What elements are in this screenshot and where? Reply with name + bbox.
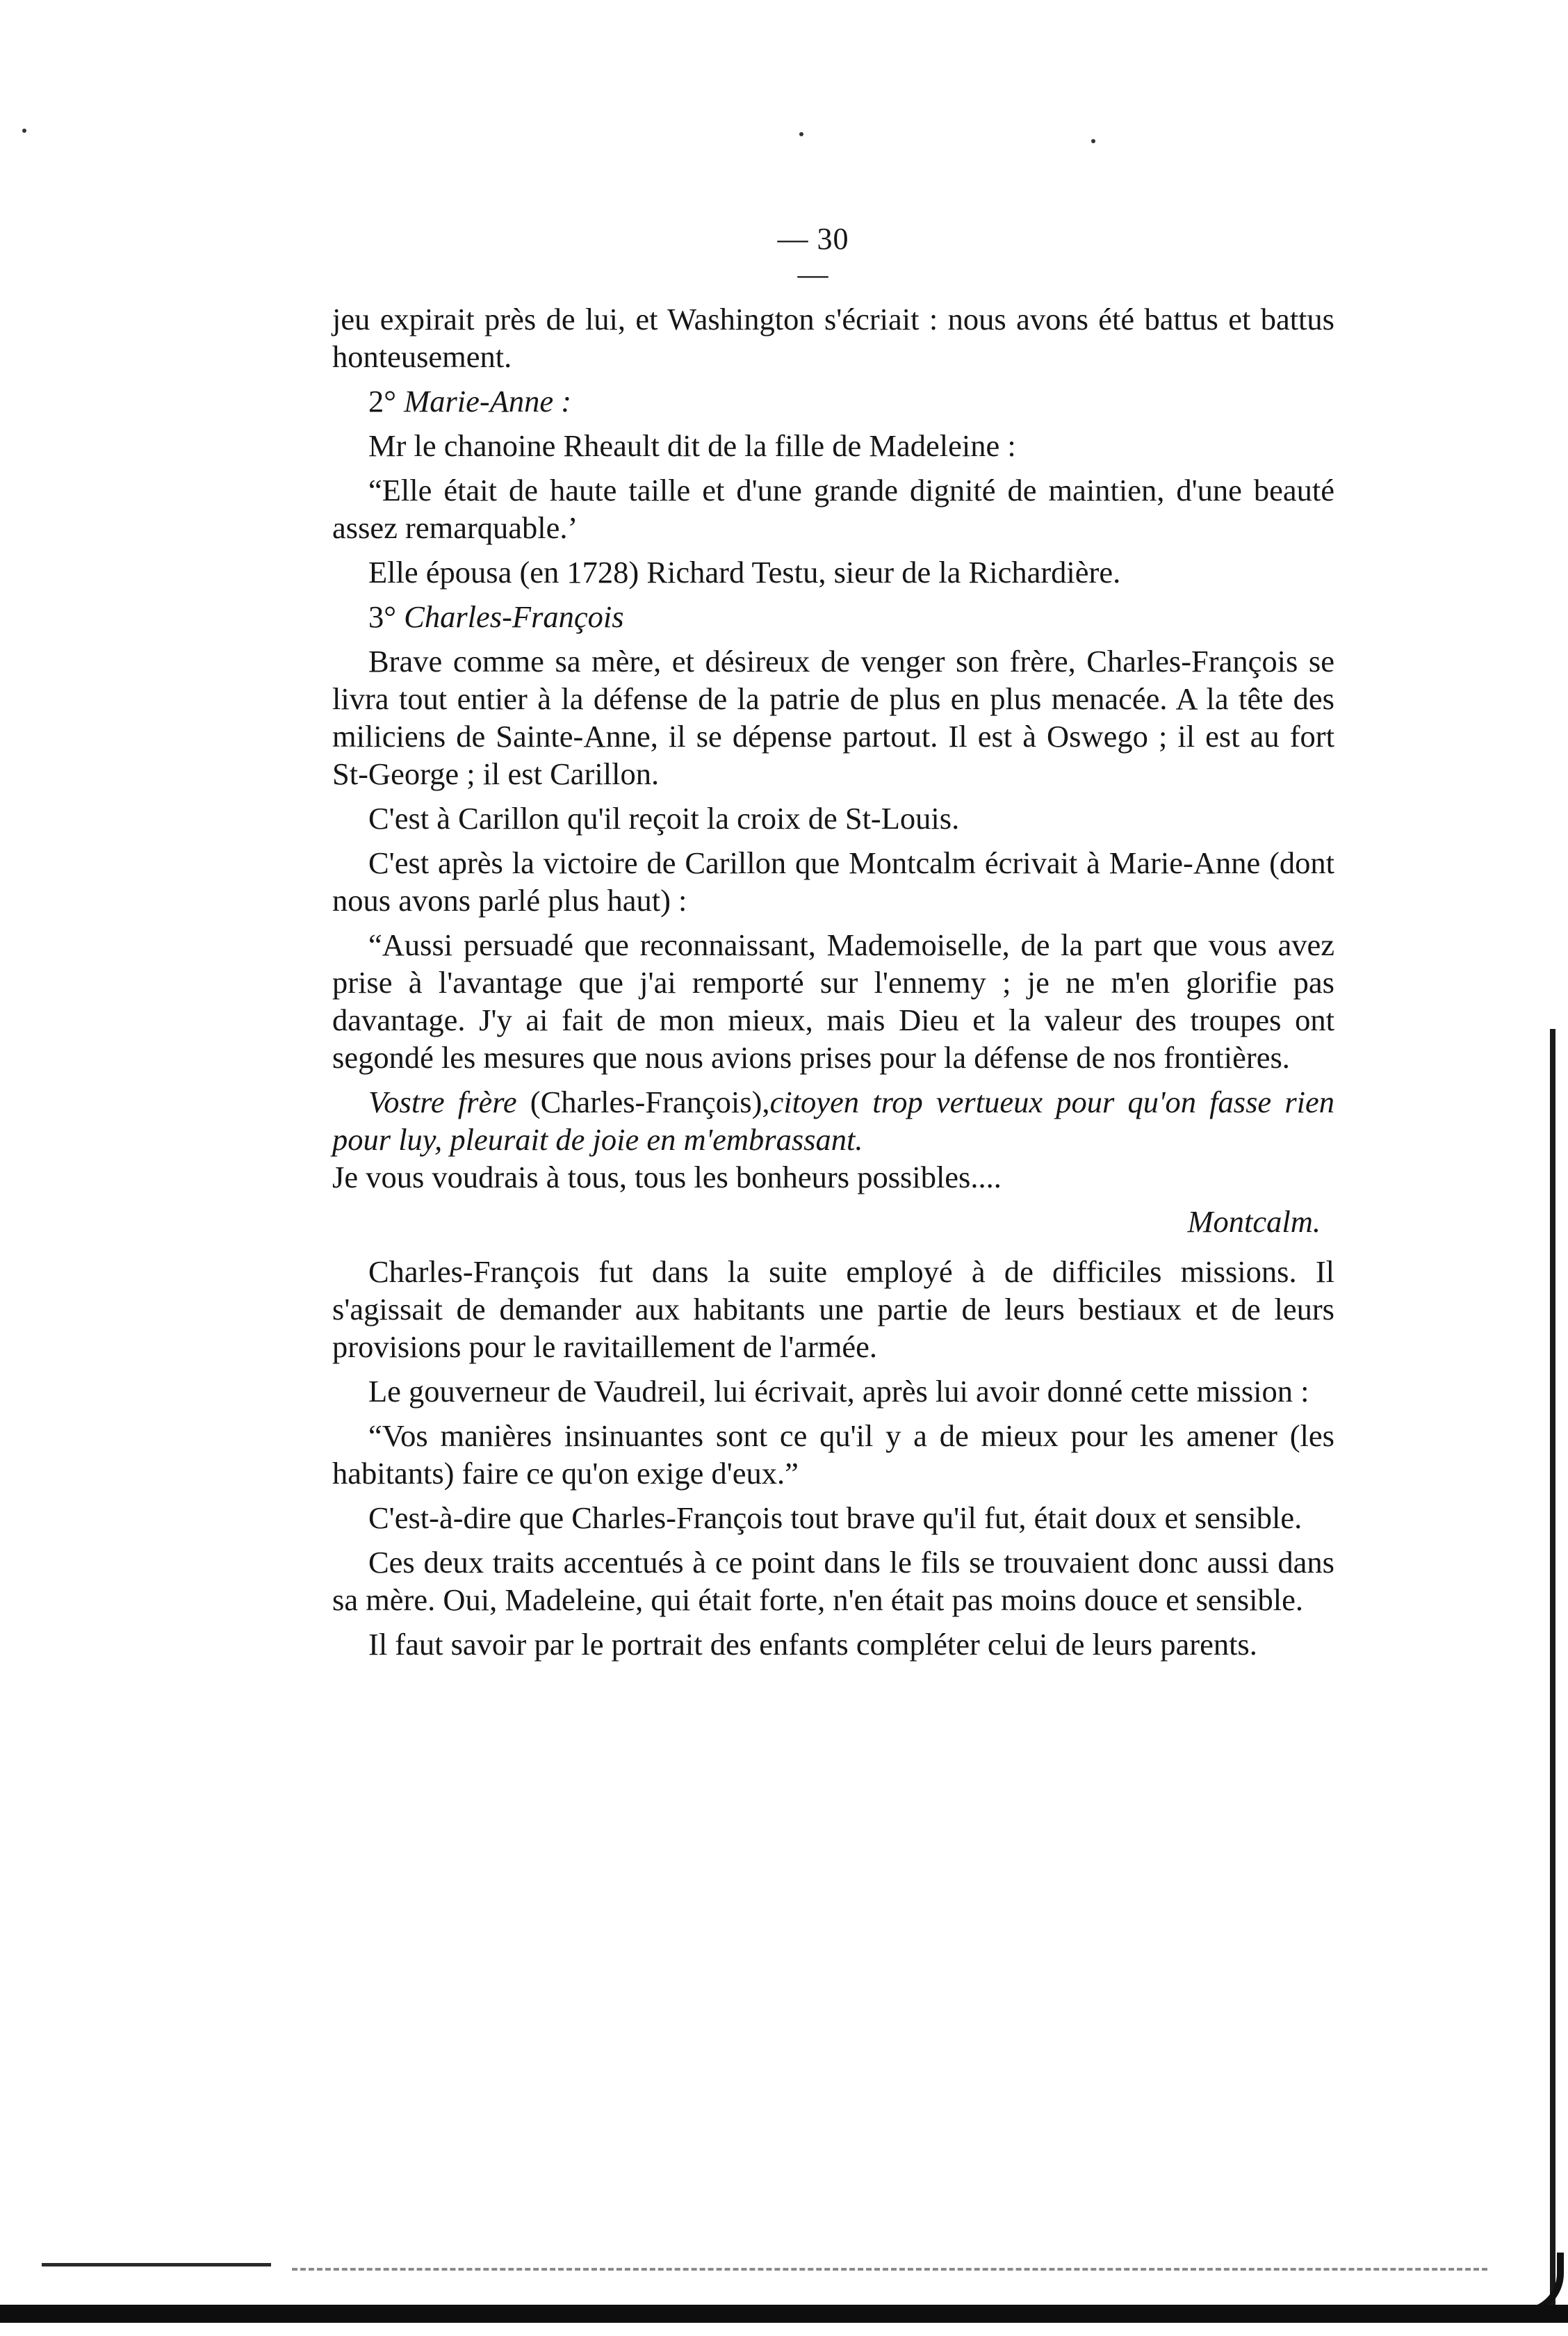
paragraph: Charles-François fut dans la suite employé à de difficiles missions. Il s'agissait de demander aux habitants une partie de leurs bestiaux et de leurs provisions pour le ravitaillement de l'armée. [332, 1254, 1334, 1364]
heading-name: Charles-François [404, 599, 624, 634]
paragraph: Le gouverneur de Vaudreil, lui écrivait, après lui avoir donné cette mission : [368, 1374, 1309, 1409]
paragraph: jeu expirait près de lui, et Washington s'écriait : nous avons été battus et battus honteusement. [332, 302, 1334, 374]
plain-text: (Charles-François), [516, 1085, 770, 1119]
paragraph: Ces deux traits accentués à ce point dans le fils se trouvaient donc aussi dans sa mère. Oui, Madeleine, qui était forte, n'en était pas moins douce et sensible. [332, 1545, 1334, 1617]
quote-paragraph: “Vos manières insinuantes sont ce qu'il y a de mieux pour les amener (les habitants) faire ce qu'on exige d'eux.” [332, 1418, 1334, 1491]
paragraph: Mr le chanoine Rheault dit de la fille de Madeleine : [368, 428, 1016, 463]
scan-speck [1091, 139, 1095, 143]
italic-text: citoyen trop vertueux pour qu'on fasse rien pour luy, pleurait de joie en m'embrassant. [332, 1085, 1334, 1157]
heading-name: Marie-Anne : [404, 384, 572, 419]
heading-number: 2° [368, 384, 397, 419]
section-heading-marie-anne [332, 382, 1334, 420]
quote-paragraph: “Elle était de haute taille et d'une grande dignité de maintien, d'une beauté assez remarquable.’ [332, 473, 1334, 545]
page-edge-shadow [1550, 1029, 1555, 2308]
paragraph: C'est-à-dire que Charles-François tout brave qu'il fut, était doux et sensible. [368, 1500, 1302, 1535]
page-number: — 30 — [777, 222, 849, 291]
paragraph: C'est après la victoire de Carillon que Montcalm écrivait à Marie-Anne (dont nous avons parlé plus haut) : [332, 845, 1334, 918]
scan-speck [799, 132, 803, 136]
paragraph: Brave comme sa mère, et désireux de venger son frère, Charles-François se livra tout entier à la défense de la patrie de plus en plus menacée. A la tête des miliciens de Sainte-Anne, il se dépense partout. Il est à Oswego ; il est au fort St-George ; il est Carillon. [332, 644, 1334, 791]
italic-text: Vostre frère [368, 1085, 517, 1119]
paragraph: Elle épousa (en 1728) Richard Testu, sieur de la Richardière. [368, 555, 1121, 590]
paragraph: Il faut savoir par le portrait des enfants compléter celui de leurs parents. [368, 1627, 1257, 1662]
section-heading-charles-francois [332, 598, 1334, 635]
signature: Montcalm. [1187, 1204, 1321, 1239]
closing-line: Je vous voudrais à tous, tous les bonheurs possibles.... [332, 1160, 1002, 1194]
scan-speck [22, 129, 26, 133]
heading-number: 3° [368, 599, 397, 634]
letter-quote-paragraph: “Aussi persuadé que reconnaissant, Mademoiselle, de la part que vous avez prise à l'avantage que j'ai remporté sur l'ennemy ; je ne m'en glorifie pas davantage. J'y ai fait de mon mieux, mais Dieu et la valeur des troupes ont segondé les mesures que nous avions prises pour la défense de nos frontières. [332, 927, 1334, 1075]
bottom-rule-dashed [292, 2268, 1487, 2271]
italic-quote-paragraph [332, 1083, 1334, 1158]
paragraph: C'est à Carillon qu'il reçoit la croix de St-Louis. [368, 801, 960, 836]
bottom-rule-short [42, 2263, 271, 2266]
text-column [332, 300, 1334, 1670]
bottom-border [0, 2305, 1568, 2323]
